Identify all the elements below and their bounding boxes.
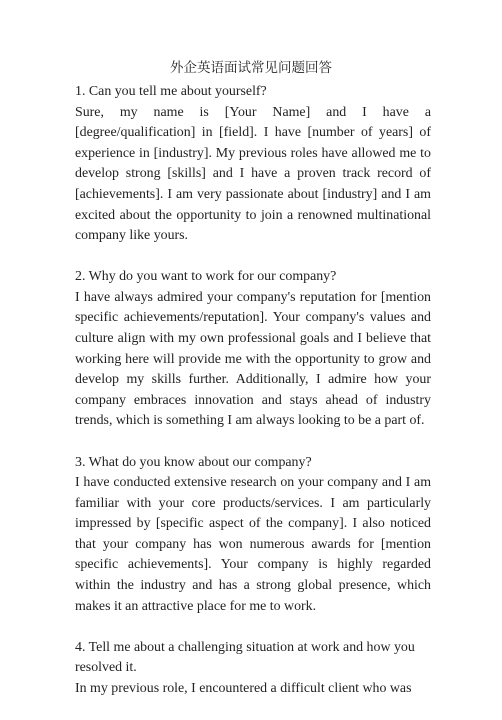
question-2: 2. Why do you want to work for our company? [75,269,337,285]
qa-item-4 [75,638,431,700]
answer-2: I have always admired your company's reputation for [mention specific achievements/reputation]. Your company's values and culture align with my own professional goals and I believe that working here will provide me with the opportunity to grow and develop my skills further. Additionally, I admire how your company embraces innovation and stays ahead of industry trends, which is something I am always looking to be a part of. [75,289,431,429]
answer-4: In my previous role, I encountered a difficult client who was [75,680,412,696]
question-3: 3. What do you know about our company? [75,454,312,470]
qa-item-1 [75,82,431,247]
question-4: 4. Tell me about a challenging situation at work and how you resolved it. [75,639,415,676]
qa-item-3 [75,453,431,618]
answer-1: Sure, my name is [Your Name] and I have a [degree/qualification] in [field]. I have [number of years] of experience in [industry]. My previous roles have allowed me to develop strong [skills] and I have a proven track record of [achievements]. I am very passionate about [industry] and I am excited about the opportunity to join a renowned multinational company like yours. [75,104,431,244]
document-body [75,82,431,720]
document-title: 外企英语面试常见问题回答 [170,60,332,76]
answer-3: I have conducted extensive research on your company and I am familiar with your core products/services. I am particularly impressed by [specific aspect of the company]. I also noticed that your company has won numerous awards for [mention specific achievements]. Your company is highly regarded within the industry and has a strong global presence, which makes it an attractive place for me to work. [75,475,431,614]
qa-item-2 [75,267,431,432]
question-1: 1. Can you tell me about yourself? [75,84,267,99]
